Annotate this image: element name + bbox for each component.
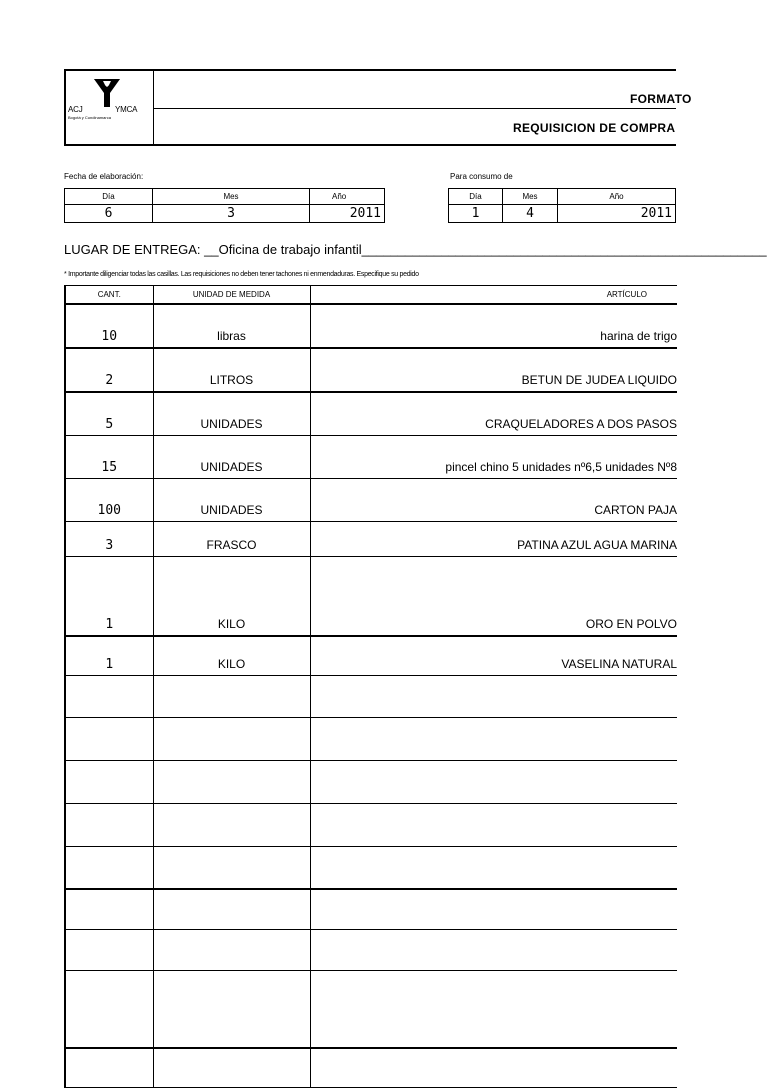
cant-cell[interactable]: 1 — [65, 557, 153, 637]
unidad-cell[interactable] — [153, 889, 310, 930]
delivery-place[interactable]: LUGAR DE ENTREGA: __Oficina de trabajo infantil________________________________________________________ — [64, 242, 767, 257]
unidad-cell[interactable]: KILO — [153, 636, 310, 676]
cons-month-value[interactable]: 4 — [503, 205, 558, 223]
cant-cell[interactable] — [65, 804, 153, 847]
items-table — [64, 285, 677, 1088]
format-cell — [154, 71, 692, 108]
cant-cell[interactable] — [65, 1048, 153, 1088]
unidad-cell[interactable] — [153, 971, 310, 1049]
requisition-cell — [154, 109, 676, 145]
col-header-unidad: UNIDAD DE MEDIDA — [153, 286, 310, 305]
cant-cell[interactable]: 2 — [65, 348, 153, 392]
consumption-date-table — [448, 188, 676, 223]
articulo-cell[interactable] — [310, 761, 677, 804]
elab-month-value[interactable]: 3 — [153, 205, 310, 223]
articulo-cell[interactable]: VASELINA NATURAL — [310, 636, 677, 676]
elab-year-value[interactable]: 2011 — [310, 205, 385, 223]
cant-cell[interactable] — [65, 889, 153, 930]
logo-city-text: Bogotá y Cundinamarca — [68, 115, 111, 120]
articulo-cell[interactable] — [310, 971, 677, 1049]
cons-month-header: Mes — [503, 189, 558, 205]
unidad-cell[interactable] — [153, 1048, 310, 1088]
articulo-cell[interactable]: pincel chino 5 unidades nº6,5 unidades Nº8 — [310, 436, 677, 479]
logo-ymca-text: YMCA — [115, 105, 138, 114]
articulo-cell[interactable] — [310, 1048, 677, 1088]
cant-cell[interactable] — [65, 676, 153, 718]
elab-month-header: Mes — [153, 189, 310, 205]
consumption-date-label: Para consumo de — [450, 172, 513, 181]
cons-year-value[interactable]: 2011 — [558, 205, 676, 223]
cant-cell[interactable] — [65, 718, 153, 761]
articulo-cell[interactable] — [310, 930, 677, 971]
articulo-cell[interactable] — [310, 804, 677, 847]
col-header-articulo: ARTÍCULO — [310, 286, 677, 305]
unidad-cell[interactable] — [153, 761, 310, 804]
logo-cell — [66, 71, 154, 144]
important-note: * Importante diligenciar todas las casillas. Las requisiciones no deben tener tachones ni enmendaduras. Especifique su pedido — [64, 271, 419, 278]
unidad-cell[interactable] — [153, 676, 310, 718]
unidad-cell[interactable] — [153, 930, 310, 971]
table-row — [65, 557, 677, 637]
unidad-cell[interactable] — [153, 718, 310, 761]
articulo-cell[interactable]: BETUN DE JUDEA LIQUIDO — [310, 348, 677, 392]
format-title: FORMATO — [630, 92, 692, 106]
table-row — [65, 889, 677, 930]
articulo-cell[interactable] — [310, 889, 677, 930]
cant-cell[interactable]: 15 — [65, 436, 153, 479]
cant-cell[interactable]: 5 — [65, 392, 153, 436]
articulo-cell[interactable] — [310, 676, 677, 718]
table-row — [65, 479, 677, 522]
col-header-cant: CANT. — [65, 286, 153, 305]
table-row — [65, 1048, 677, 1088]
cant-cell[interactable]: 1 — [65, 636, 153, 676]
cant-cell[interactable] — [65, 930, 153, 971]
elaboration-date-label: Fecha de elaboración: — [64, 172, 144, 181]
table-row — [65, 636, 677, 676]
requisition-title: REQUISICION DE COMPRA — [513, 121, 676, 135]
logo-acj-text: ACJ — [68, 105, 83, 114]
elab-day-value[interactable]: 6 — [65, 205, 153, 223]
cant-cell[interactable]: 100 — [65, 479, 153, 522]
unidad-cell[interactable]: KILO — [153, 557, 310, 637]
table-row — [65, 761, 677, 804]
table-row — [65, 436, 677, 479]
elaboration-date-table — [64, 188, 385, 223]
table-row — [65, 392, 677, 436]
articulo-cell[interactable]: CRAQUELADORES A DOS PASOS — [310, 392, 677, 436]
table-row — [65, 304, 677, 348]
articulo-cell[interactable] — [310, 847, 677, 890]
table-row — [65, 971, 677, 1049]
articulo-cell[interactable]: PATINA AZUL AGUA MARINA — [310, 522, 677, 557]
table-row — [65, 522, 677, 557]
header-box — [64, 69, 692, 146]
table-row — [65, 348, 677, 392]
articulo-cell[interactable] — [310, 718, 677, 761]
cons-day-value[interactable]: 1 — [449, 205, 503, 223]
cons-year-header: Año — [558, 189, 676, 205]
unidad-cell[interactable]: libras — [153, 304, 310, 348]
ymca-logo-icon — [68, 77, 150, 107]
articulo-cell[interactable]: CARTON PAJA — [310, 479, 677, 522]
table-row — [65, 804, 677, 847]
table-row — [65, 847, 677, 890]
elab-year-header: Año — [310, 189, 385, 205]
unidad-cell[interactable]: UNIDADES — [153, 392, 310, 436]
elab-day-header: Día — [65, 189, 153, 205]
table-row — [65, 718, 677, 761]
unidad-cell[interactable] — [153, 847, 310, 890]
unidad-cell[interactable] — [153, 804, 310, 847]
articulo-cell[interactable]: ORO EN POLVO — [310, 557, 677, 637]
unidad-cell[interactable]: UNIDADES — [153, 436, 310, 479]
cant-cell[interactable]: 10 — [65, 304, 153, 348]
unidad-cell[interactable]: LITROS — [153, 348, 310, 392]
cons-day-header: Día — [449, 189, 503, 205]
cant-cell[interactable] — [65, 971, 153, 1049]
table-row — [65, 676, 677, 718]
cant-cell[interactable]: 3 — [65, 522, 153, 557]
table-row — [65, 930, 677, 971]
cant-cell[interactable] — [65, 761, 153, 804]
cant-cell[interactable] — [65, 847, 153, 890]
articulo-cell[interactable]: harina de trigo — [310, 304, 677, 348]
unidad-cell[interactable]: UNIDADES — [153, 479, 310, 522]
unidad-cell[interactable]: FRASCO — [153, 522, 310, 557]
